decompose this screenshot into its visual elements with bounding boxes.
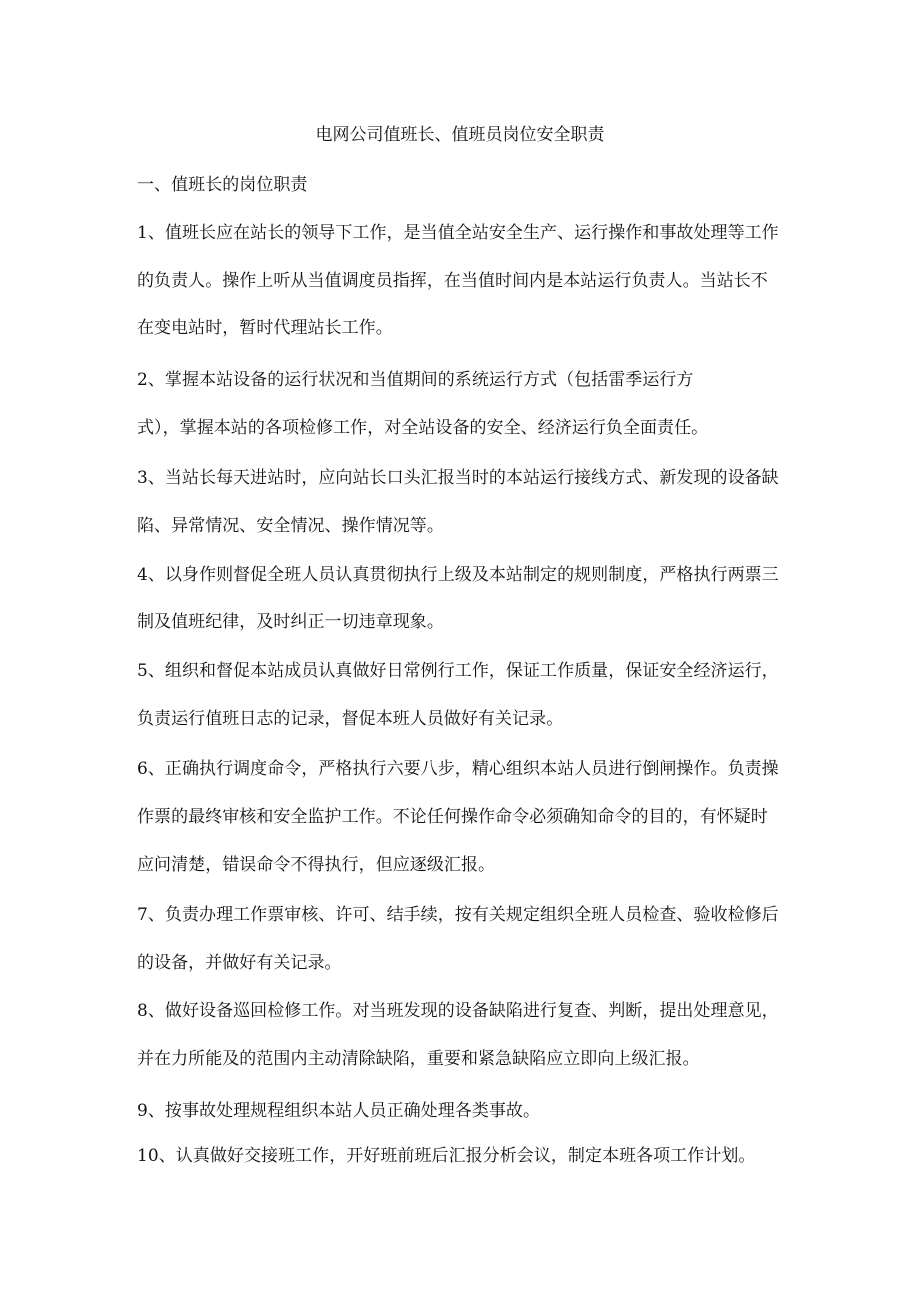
section-heading: 一、值班长的岗位职责 xyxy=(137,175,308,195)
text-line: 1、值班长应在站长的领导下工作，是当值全站安全生产、运行操作和事故处理等工作 xyxy=(137,223,779,243)
text-line: 作票的最终审核和安全监护工作。不论任何操作命令必须确知命令的目的，有怀疑时 xyxy=(137,807,768,827)
text-line: 的负责人。操作上听从当值调度员指挥，在当值时间内是本站运行负责人。当站长不 xyxy=(137,271,768,291)
text-line: 9、按事故处理规程组织本站人员正确处理各类事故。 xyxy=(137,1101,541,1121)
text-line: 式），掌握本站的各项检修工作，对全站设备的安全、经济运行负全面责任。 xyxy=(137,418,709,438)
text-line: 负责运行值班日志的记录，督促本班人员做好有关记录。 xyxy=(137,709,564,729)
text-line: 在变电站时，暂时代理站长工作。 xyxy=(137,318,393,338)
text-line: 4、以身作则督促全班人员认真贯彻执行上级及本站制定的规则制度，严格执行两票三 xyxy=(137,565,779,585)
text-line: 8、做好设备巡回检修工作。对当班发现的设备缺陷进行复查、判断，提出处理意见， xyxy=(137,1001,779,1021)
text-line: 3、当站长每天进站时，应向站长口头汇报当时的本站运行接线方式、新发现的设备缺 xyxy=(137,468,779,488)
text-line: 陷、异常情况、安全情况、操作情况等。 xyxy=(137,516,444,536)
text-line: 10、认真做好交接班工作，开好班前班后汇报分析会议，制定本班各项工作计划。 xyxy=(137,1146,756,1166)
text-line: 并在力所能及的范围内主动清除缺陷，重要和紧急缺陷应立即向上级汇报。 xyxy=(137,1049,700,1069)
text-line: 的设备，并做好有关记录。 xyxy=(137,953,342,973)
page-title: 电网公司值班长、值班员岗位安全职责 xyxy=(315,125,605,145)
text-line: 5、组织和督促本站成员认真做好日常例行工作，保证工作质量，保证安全经济运行， xyxy=(137,661,779,681)
text-line: 6、正确执行调度命令，严格执行六要八步，精心组织本站人员进行倒闸操作。负责操 xyxy=(137,759,779,779)
text-line: 应问清楚，错误命令不得执行，但应逐级汇报。 xyxy=(137,855,496,875)
text-line: 7、负责办理工作票审核、许可、结手续，按有关规定组织全班人员检查、验收检修后 xyxy=(137,905,779,925)
text-line: 2、掌握本站设备的运行状况和当值期间的系统运行方式（包括雷季运行方 xyxy=(137,370,694,390)
text-line: 制及值班纪律，及时纠正一切违章现象。 xyxy=(137,612,444,632)
